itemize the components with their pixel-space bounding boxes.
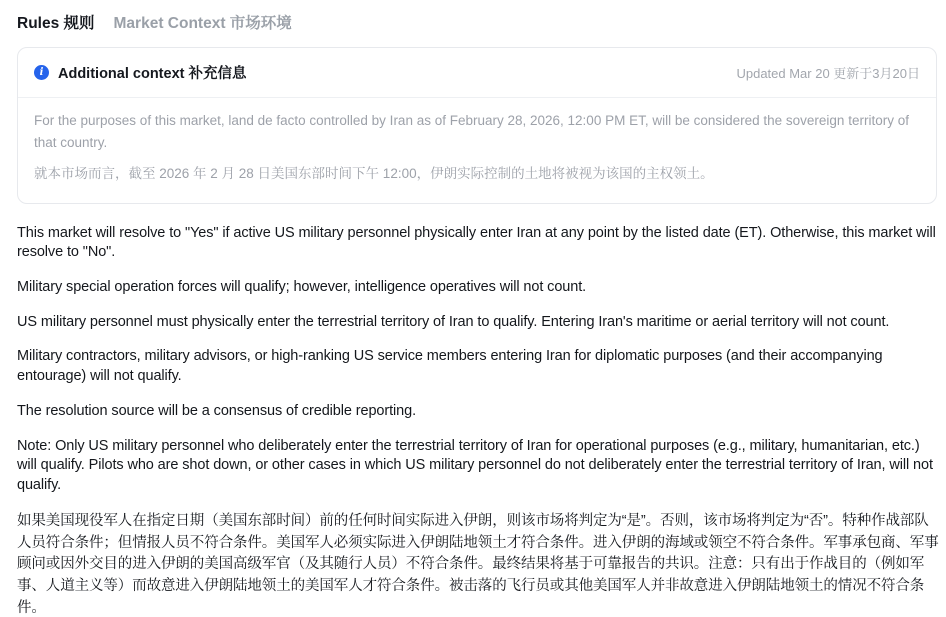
rules-paragraph: Military special operation forces will qualify; however, intelligence operatives will not count. — [17, 279, 587, 296]
additional-context-card — [17, 47, 937, 204]
rules-paragraph: Military contractors, military advisors, or high-ranking US service members entering Iran for diplomatic purposes (and their accompanying entourage) will not qualify. — [17, 348, 883, 385]
rules-text — [17, 224, 939, 617]
context-text-en: For the purposes of this market, land de facto controlled by Iran as of February 28, 2026, 12:00 PM ET, will be considered the sovereign territory of that country. — [34, 113, 909, 150]
additional-context-header — [18, 48, 936, 98]
rules-paragraph: The resolution source will be a consensus of credible reporting. — [17, 402, 417, 419]
context-text-zh: 就本市场而言，截至 2026 年 2 月 28 日美国东部时间下午 12:00，伊朗实际控制的土地将被视为该国的主权领土。 — [34, 165, 714, 181]
rules-paragraph-zh: 如果美国现役军人在指定日期（美国东部时间）前的任何时间实际进入伊朗，则该市场将判定为“是”。否则，该市场将判定为“否”。特种作战部队人员符合条件；但情报人员不符合条件。美国军人必须实际进入伊朗陆地领土才符合条件。进入伊朗的海域或领空不符合条件。军事承包商、军事顾问或因外交目的进入伊朗的美国高级军官（及其随行人员）不符合条件。最终结果将基于可靠报告的共识。注意：只有出于作战目的（例如军事、人道主义等）而故意进入伊朗陆地领土的美国军人才符合条件。被击落的飞行员或其他美国军人并非故意进入伊朗陆地领土的情况不符合条件。 — [17, 512, 939, 616]
updated-timestamp: Updated Mar 20 更新于3月20日 — [736, 66, 920, 81]
tab-rules[interactable]: Rules 规则 — [17, 15, 95, 32]
rules-paragraph: This market will resolve to "Yes" if active US military personnel physically enter Iran at any point by the listed date (ET). Otherwise, this market will resolve to "No". — [17, 224, 936, 261]
rules-paragraph: US military personnel must physically enter the terrestrial territory of Iran to qualify. Entering Iran's maritime or aerial territory will not count. — [17, 313, 890, 330]
info-icon: i — [34, 65, 49, 80]
rules-paragraph: Note: Only US military personnel who deliberately enter the terrestrial territory of Iran for operational purposes (e.g., military, humanitarian, etc.) will qualify. Pilots who are shot down, or other cases in which US military personnel do not deliberately enter the terrestrial territory of Iran, will not qualify. — [17, 437, 933, 494]
additional-context-body — [18, 98, 936, 203]
additional-context-title: Additional context 补充信息 — [58, 66, 247, 82]
tab-bar — [17, 9, 937, 33]
tab-market-context[interactable]: Market Context 市场环境 — [113, 15, 292, 32]
